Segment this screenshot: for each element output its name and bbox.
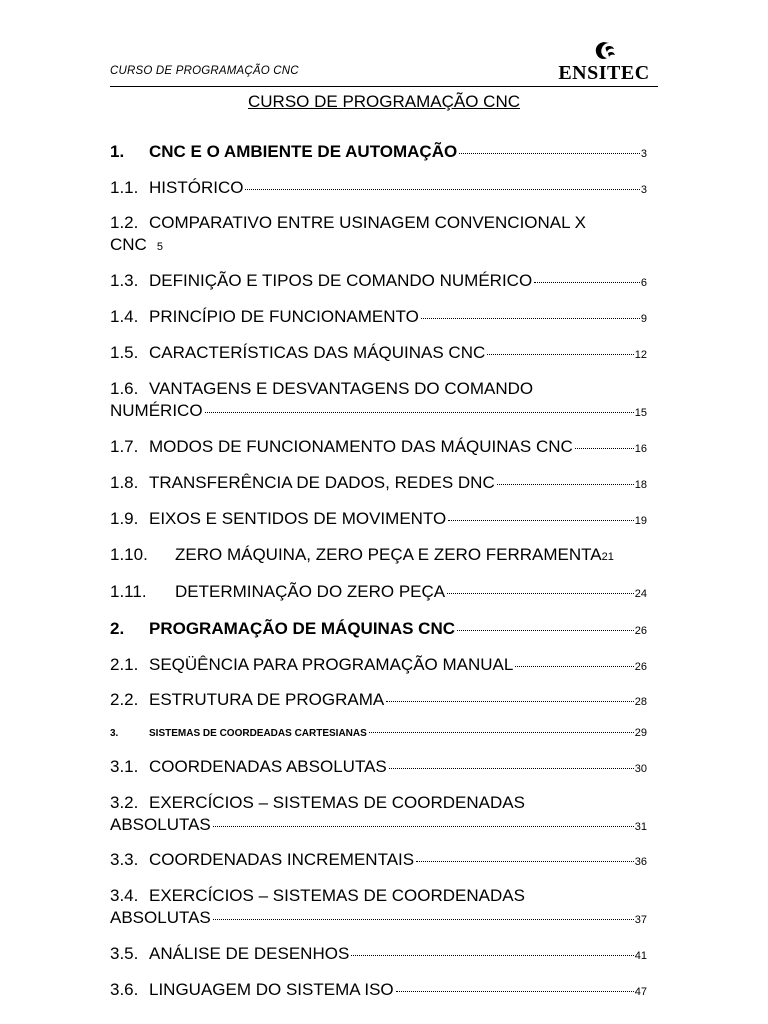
toc-text: CNC E O AMBIENTE DE AUTOMAÇÃO [149, 142, 458, 161]
toc-page: 5 [156, 241, 163, 253]
toc-number: 3.2. [110, 793, 139, 812]
toc-number: 3.6. [110, 980, 139, 999]
toc-number: 1.7. [110, 437, 139, 456]
toc-leader [575, 448, 634, 449]
toc-number: 1.4. [110, 307, 139, 326]
toc-text: SEQÜÊNCIA PARA PROGRAMAÇÃO MANUAL [149, 655, 514, 674]
toc-number: 2.1. [110, 655, 139, 674]
toc-entry[interactable] [110, 378, 647, 424]
logo-wordmark: ENSITEC [558, 62, 650, 84]
toc-text-continued: CNC [110, 235, 147, 254]
toc-number: 1.10. [110, 545, 148, 564]
toc-entry[interactable] [110, 722, 647, 745]
toc-entry[interactable] [110, 943, 647, 967]
toc-entry[interactable] [110, 472, 647, 496]
toc-page: 3 [640, 184, 647, 196]
toc-number: 2.2. [110, 690, 139, 709]
toc-leader [448, 520, 634, 521]
toc-text-continued: ABSOLUTAS [110, 815, 211, 834]
toc-text: MODOS DE FUNCIONAMENTO DAS MÁQUINAS CNC [149, 437, 573, 456]
toc-leader [421, 318, 640, 319]
toc-number: 2. [110, 619, 125, 638]
toc-entry[interactable] [110, 342, 647, 366]
logo-emblem-icon [591, 40, 617, 62]
toc-page: 26 [634, 661, 647, 673]
toc-number: 3.4. [110, 886, 139, 905]
toc-page: 47 [634, 986, 647, 998]
toc-entry[interactable] [110, 508, 647, 532]
toc-leader [497, 484, 634, 485]
toc-text: PRINCÍPIO DE FUNCIONAMENTO [149, 307, 419, 326]
toc-text: DEFINIÇÃO E TIPOS DE COMANDO NUMÉRICO [149, 271, 533, 290]
toc-number: 1.9. [110, 509, 139, 528]
toc-text: ANÁLISE DE DESENHOS [149, 944, 350, 963]
toc-number: 1.1. [110, 178, 139, 197]
toc-entry[interactable] [110, 689, 647, 713]
toc-leader [459, 153, 640, 154]
toc-number: 1.6. [110, 379, 139, 398]
toc-entry[interactable] [110, 581, 647, 605]
toc-number: 1.5. [110, 343, 139, 362]
toc-leader [213, 826, 634, 827]
ensitec-logo [556, 40, 652, 84]
toc-leader [213, 919, 634, 920]
toc-text: LINGUAGEM DO SISTEMA ISO [149, 980, 394, 999]
toc-entry[interactable] [110, 544, 647, 568]
toc-text: HISTÓRICO [149, 178, 244, 197]
toc-leader [396, 991, 634, 992]
toc-text: PROGRAMAÇÃO DE MÁQUINAS CNC [149, 619, 455, 638]
document-title: CURSO DE PROGRAMAÇÃO CNC [247, 92, 521, 111]
toc-entry[interactable] [110, 270, 647, 294]
toc-entry[interactable] [110, 654, 647, 678]
toc-page: 6 [640, 277, 647, 289]
toc-page: 28 [634, 696, 647, 708]
toc-number: 1. [110, 142, 125, 161]
toc-text: SISTEMAS DE COORDEADAS CARTESIANAS [149, 728, 367, 739]
toc-text: COORDENADAS ABSOLUTAS [149, 757, 387, 776]
toc-text: VANTAGENS E DESVANTAGENS DO COMANDO [149, 379, 534, 398]
toc-leader [416, 861, 634, 862]
toc-number: 1.11. [110, 582, 147, 601]
toc-entry[interactable] [110, 141, 647, 165]
toc-page: 24 [634, 588, 647, 600]
toc-number: 1.2. [110, 213, 139, 232]
toc-number: 3.5. [110, 944, 139, 963]
toc-leader [487, 354, 633, 355]
toc-leader [369, 732, 634, 733]
toc-leader [515, 666, 633, 667]
toc-entry[interactable] [110, 756, 647, 780]
toc-leader [534, 282, 640, 283]
toc-text: DETERMINAÇÃO DO ZERO PEÇA [175, 582, 446, 601]
toc-page: 36 [634, 856, 647, 868]
toc-page: 15 [634, 407, 647, 419]
toc-page: 21 [601, 551, 614, 563]
toc-text: TRANSFERÊNCIA DE DADOS, REDES DNC [149, 473, 495, 492]
toc-entry[interactable] [110, 212, 647, 258]
toc-text-continued: ABSOLUTAS [110, 908, 211, 927]
toc-leader [457, 630, 634, 631]
toc-page: 16 [634, 443, 647, 455]
toc-text-continued: NUMÉRICO [110, 401, 203, 420]
toc-page: 26 [634, 625, 647, 637]
toc-entry[interactable] [110, 979, 647, 1003]
toc-leader [245, 189, 639, 190]
toc-entry[interactable] [110, 306, 647, 330]
toc-number: 3.1. [110, 757, 139, 776]
toc-page: 41 [634, 950, 647, 962]
toc-entry[interactable] [110, 849, 647, 873]
toc-text: CARACTERÍSTICAS DAS MÁQUINAS CNC [149, 343, 486, 362]
toc-text: ZERO MÁQUINA, ZERO PEÇA E ZERO FERRAMENTA [175, 545, 602, 564]
toc-entry[interactable] [110, 436, 647, 460]
toc-number: 1.8. [110, 473, 139, 492]
toc-leader [447, 593, 634, 594]
toc-text: EXERCÍCIOS – SISTEMAS DE COORDENADAS [149, 793, 525, 812]
toc-text: ESTRUTURA DE PROGRAMA [149, 690, 385, 709]
toc-page: 30 [634, 763, 647, 775]
toc-text: EXERCÍCIOS – SISTEMAS DE COORDENADAS [149, 886, 525, 905]
toc-leader [389, 768, 634, 769]
toc-page: 29 [634, 727, 647, 739]
toc-page: 37 [634, 914, 647, 926]
toc-entry[interactable] [110, 792, 647, 838]
toc-leader [351, 955, 633, 956]
toc-page: 3 [640, 148, 647, 160]
toc-number: 1.3. [110, 271, 139, 290]
toc-entry[interactable] [110, 618, 647, 642]
toc-text: COORDENADAS INCREMENTAIS [149, 850, 415, 869]
running-title: CURSO DE PROGRAMAÇÃO CNC [110, 65, 299, 77]
toc-text: EIXOS E SENTIDOS DE MOVIMENTO [149, 509, 447, 528]
toc-number: 3. [110, 728, 119, 739]
toc-page: 31 [634, 821, 647, 833]
toc-number: 3.3. [110, 850, 139, 869]
page-header [110, 40, 658, 87]
toc-leader [386, 701, 634, 702]
toc-page: 18 [634, 479, 647, 491]
toc-page: 19 [634, 515, 647, 527]
toc-page: 9 [640, 313, 647, 325]
toc-text: COMPARATIVO ENTRE USINAGEM CONVENCIONAL X [149, 213, 587, 232]
toc-entry[interactable] [110, 177, 647, 201]
toc-entry[interactable] [110, 885, 647, 931]
toc-leader [205, 412, 634, 413]
toc-page: 12 [634, 349, 647, 361]
